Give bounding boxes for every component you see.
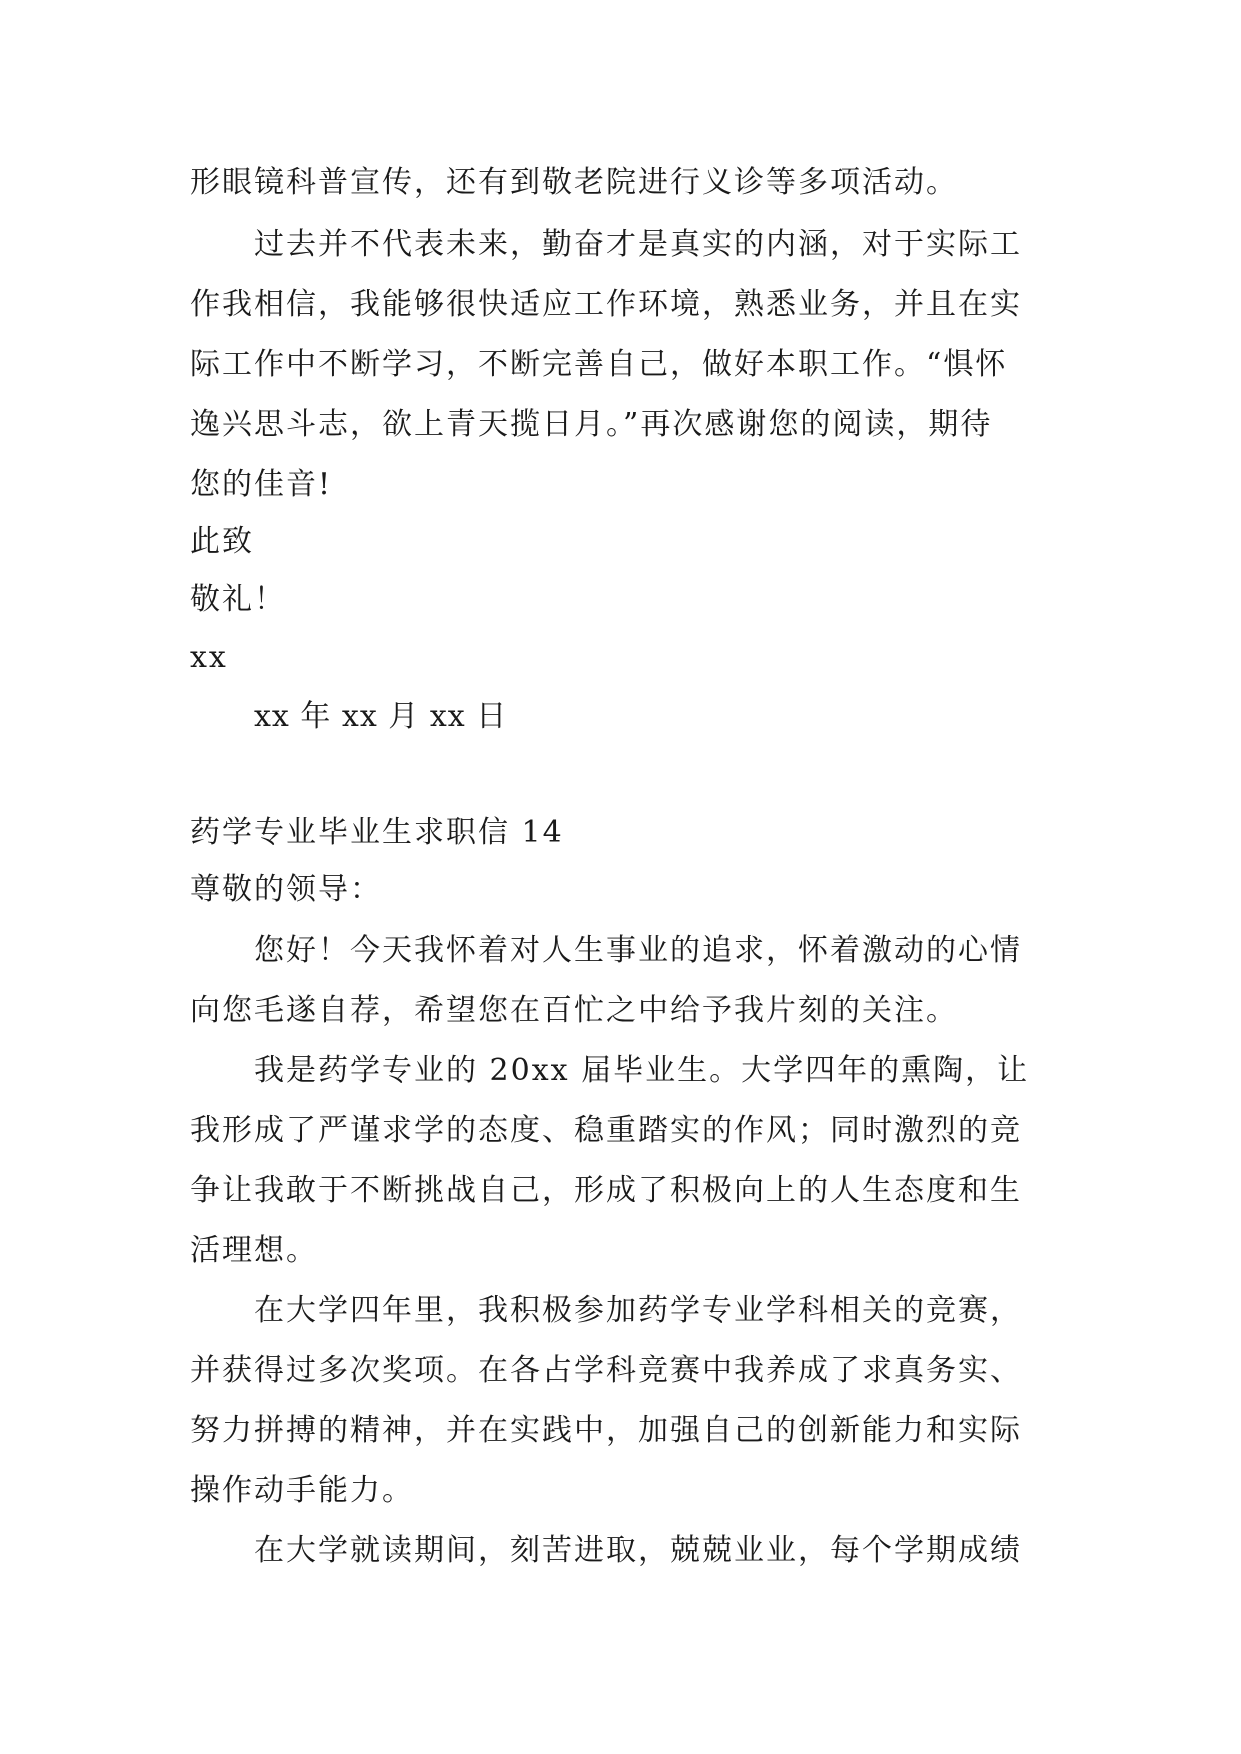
salutation-text: 尊敬的领导：	[190, 872, 382, 907]
paragraph-line: 并获得过多次奖项。在各占学科竞赛中我养成了求真务实、	[190, 1353, 1022, 1388]
paragraph-line: 向您毛遂自荐，希望您在百忙之中给予我片刻的关注。	[190, 993, 958, 1028]
paragraph-line: 在大学四年里，我积极参加药学专业学科相关的竞赛，	[254, 1293, 1022, 1328]
paragraph-line: 我是药学专业的 20xx 届毕业生。大学四年的熏陶，让	[254, 1053, 1030, 1088]
paragraph-line: 我形成了严谨求学的态度、稳重踏实的作风；同时激烈的竞	[190, 1113, 1022, 1148]
paragraph-line: 过去并不代表未来，勤奋才是真实的内涵，对于实际工	[254, 227, 1022, 262]
paragraph-line: 活理想。	[190, 1233, 318, 1268]
signature-text: xx	[190, 640, 228, 675]
paragraph-line: 努力拼搏的精神，并在实践中，加强自己的创新能力和实际	[190, 1413, 1022, 1448]
paragraph-line: 您好！今天我怀着对人生事业的追求，怀着激动的心情	[254, 933, 1022, 968]
paragraph-line: 操作动手能力。	[190, 1473, 414, 1508]
paragraph-line: 争让我敢于不断挑战自己，形成了积极向上的人生态度和生	[190, 1173, 1022, 1208]
paragraph-line: 在大学就读期间，刻苦进取，兢兢业业，每个学期成绩	[254, 1533, 1022, 1568]
letter-title: 药学专业毕业生求职信 14	[190, 815, 564, 850]
date-text: xx 年 xx 月 xx 日	[254, 699, 508, 734]
paragraph-line: 您的佳音!	[190, 467, 333, 502]
closing-text: 此致	[190, 524, 254, 559]
paragraph-line: 形眼镜科普宣传，还有到敬老院进行义诊等多项活动。	[190, 165, 958, 200]
paragraph-line: 际工作中不断学习，不断完善自己，做好本职工作。“惧怀	[190, 347, 1008, 382]
paragraph-line: 作我相信，我能够很快适应工作环境，熟悉业务，并且在实	[190, 287, 1022, 322]
paragraph-line: 逸兴思斗志，欲上青天揽日月。”再次感谢您的阅读，期待	[190, 407, 993, 442]
regards-text: 敬礼！	[190, 582, 286, 617]
